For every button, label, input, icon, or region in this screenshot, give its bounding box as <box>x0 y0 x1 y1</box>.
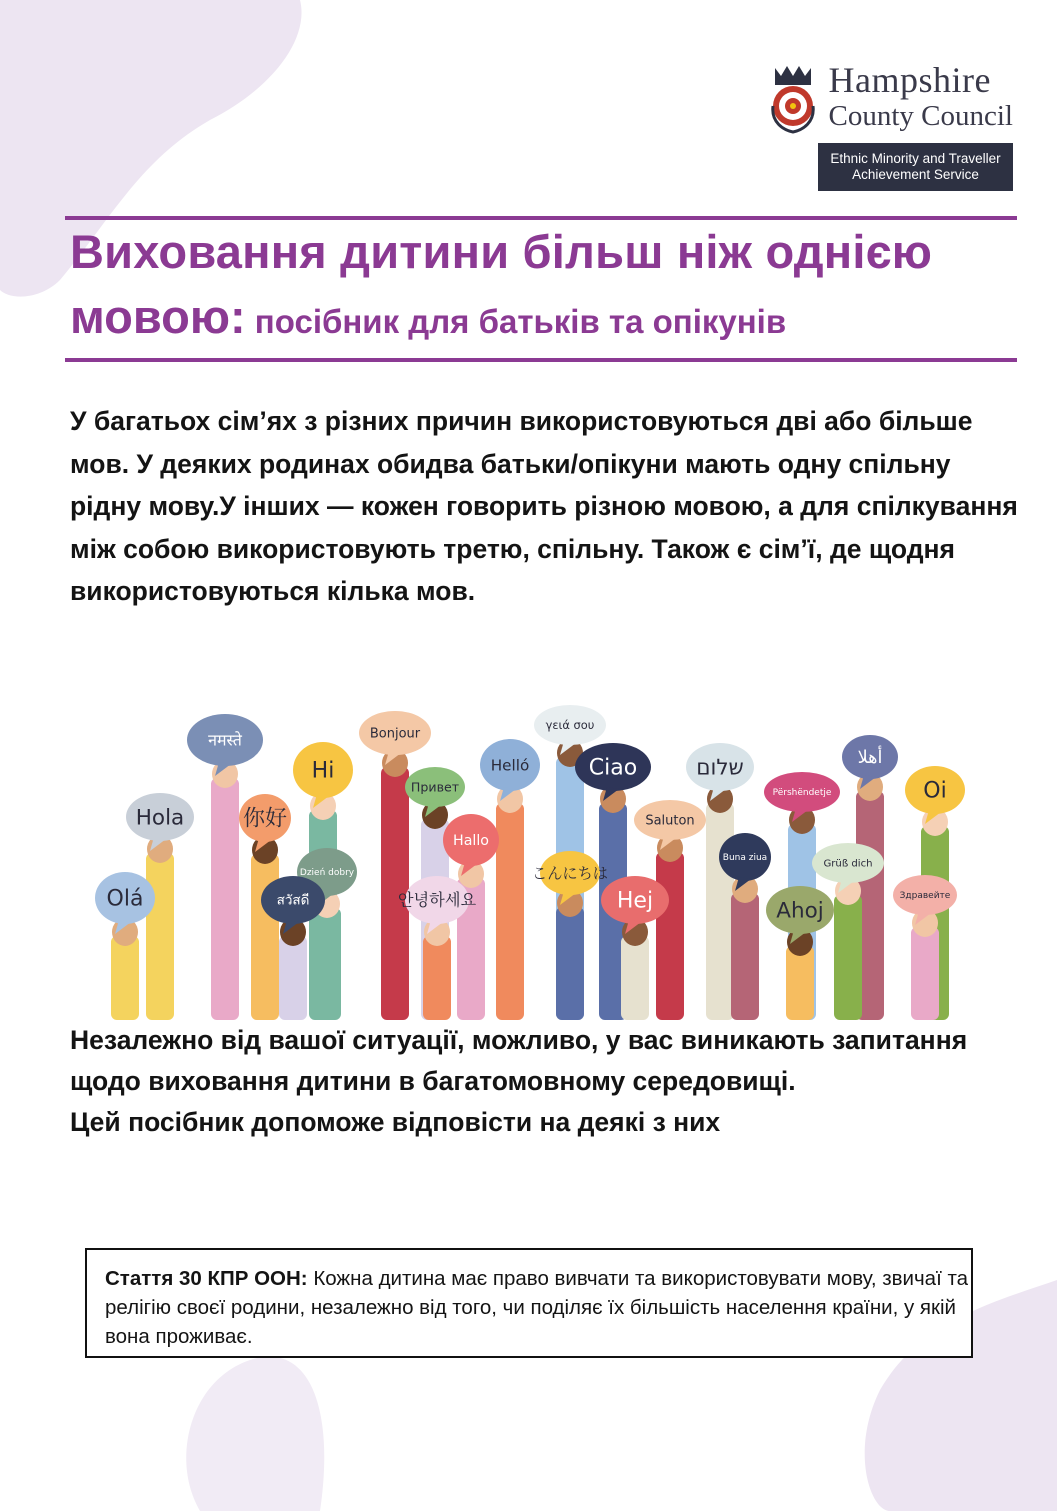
closing-line1: Незалежно від вашої ситуації, можливо, у вас виникають запитання щодо виховання дитини в багатомовному середовищі. <box>70 1025 968 1096</box>
greeting-label: Helló <box>490 756 530 775</box>
greeting-label: Olá <box>106 886 144 912</box>
article-text: Кожна дитина має право вивчати та використовувати мову, звичаї та релігію своєї родини, незалежно від того, чи поділяє їх більшість населення країни, у якій вона проживає. <box>105 1267 969 1348</box>
raised-arm <box>111 936 139 1020</box>
raised-arm <box>496 803 524 1020</box>
greeting-label: Buna ziua <box>722 853 768 864</box>
raised-arm <box>621 936 649 1020</box>
greeting-label: שלום <box>696 755 744 781</box>
greeting-label: Здравейте <box>899 891 951 902</box>
logo-text-county-council: County Council <box>828 100 1013 132</box>
raised-arm <box>423 936 451 1020</box>
greeting-label: 你好 <box>242 806 288 832</box>
title-line2-large: мовою: <box>70 290 246 343</box>
greeting-label: Përshëndetje <box>772 788 832 799</box>
greeting-label: Saluton <box>645 813 695 829</box>
hands-greetings-illustration <box>95 695 965 1020</box>
greeting-label: สวัสดี <box>276 892 310 909</box>
greeting-label: Ciao <box>588 755 638 781</box>
raised-arm <box>911 927 939 1020</box>
service-badge-line2: Achievement Service <box>852 167 979 182</box>
service-badge-line1: Ethnic Minority and Traveller <box>830 151 1001 166</box>
un-article-box <box>85 1248 973 1358</box>
greeting-label: नमस्ते <box>208 730 242 750</box>
greeting-label: Bonjour <box>369 726 421 742</box>
raised-arm <box>146 853 174 1020</box>
raised-arm <box>251 854 279 1020</box>
greeting-label: Grüß dich <box>823 858 873 870</box>
raised-arm <box>834 895 862 1020</box>
raised-arm <box>279 936 307 1020</box>
raised-arm <box>556 907 584 1020</box>
greeting-label: Привет <box>410 779 460 795</box>
greeting-label: Hallo <box>453 832 489 849</box>
title-subtitle: посібник для батьків та опікунів <box>245 303 787 340</box>
raised-arm <box>211 778 239 1020</box>
greeting-label: Ahoj <box>776 898 824 924</box>
greeting-label: Oi <box>923 778 947 804</box>
greeting-label: こんにちは <box>532 864 608 883</box>
service-badge <box>818 143 1013 191</box>
logo-text-hampshire: Hampshire <box>828 60 991 100</box>
raised-arm <box>731 893 759 1020</box>
greeting-label: Hej <box>616 888 654 914</box>
title-top-rule <box>65 216 1017 220</box>
closing-paragraph <box>70 1020 1020 1143</box>
greeting-label: أهلا <box>857 748 883 769</box>
council-logo <box>751 62 1013 134</box>
raised-arm <box>706 803 734 1020</box>
rose-crest-icon <box>767 62 819 134</box>
intro-paragraph: У багатьох сім’ях з різних причин використовуються дві або більше мов. У деяких родинах обидва батьки/опікуни мають одну спільну рідну мову.У інших — кожен говорить різною мовою, а для спілкування між собою використовують третю, спільну. Також є сім’ї, де щодня використовуються кілька мов. <box>70 406 1018 606</box>
article-label: Стаття 30 КПР ООН: <box>105 1267 308 1290</box>
greeting-label: γειά σου <box>545 717 595 732</box>
greeting-label: Hola <box>135 805 185 831</box>
raised-arm <box>656 852 684 1020</box>
closing-line2: Цей посібник допоможе відповісти на деякі з них <box>70 1107 721 1137</box>
raised-arm <box>786 946 814 1020</box>
page-title <box>70 224 1030 344</box>
raised-arm <box>313 908 341 1020</box>
title-bottom-rule <box>65 358 1017 362</box>
greeting-label: Hi <box>311 758 335 784</box>
title-line1: Виховання дитини більш ніж однією <box>70 225 933 278</box>
greeting-label: Dzień dobry <box>299 868 355 879</box>
greeting-label: 안녕하세요 <box>397 890 477 910</box>
